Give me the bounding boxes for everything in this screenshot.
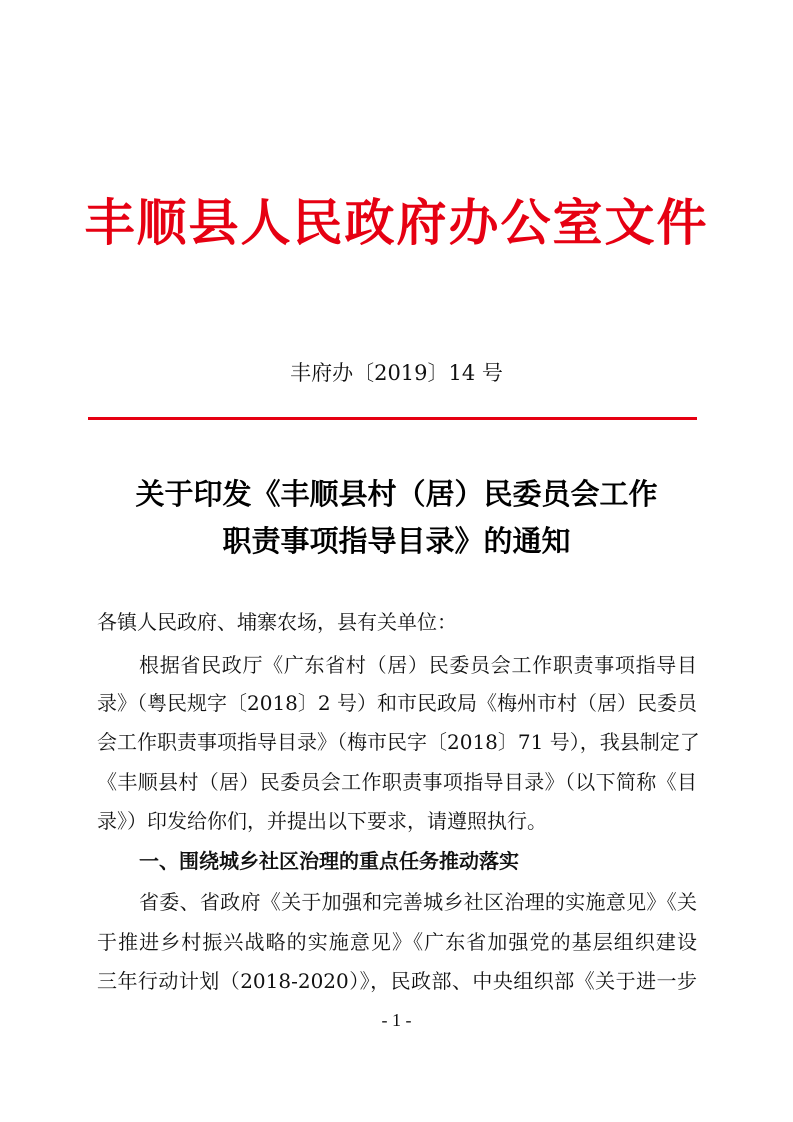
masthead-title: 丰顺县人民政府办公室文件 — [84, 193, 709, 252]
paragraph-2-line-1: 省委、省政府《关于加强和完善城乡社区治理的实施意见》《关 — [139, 890, 697, 914]
paragraph-2-line-3: 三年行动计划（2018-2020）》，民政部、中央组织部《关于进一步 — [97, 969, 697, 993]
document-title-line-2: 职责事项指导目录》的通知 — [222, 524, 571, 558]
page-number: - 1 - — [381, 1010, 412, 1030]
paragraph-1-line-2: 录》（粤民规字〔2018〕2 号）和市民政局《梅州市村（居）民委员 — [97, 691, 697, 715]
document-number: 丰府办〔2019〕14 号 — [290, 361, 503, 385]
paragraph-2-line-2: 于推进乡村振兴战略的实施意见》《广东省加强党的基层组织建设 — [97, 930, 697, 954]
section-1-heading: 一、围绕城乡社区治理的重点任务推动落实 — [139, 849, 519, 873]
salutation: 各镇人民政府、埔寨农场，县有关单位： — [97, 610, 457, 634]
paragraph-1-line-4: 《丰顺县村（居）民委员会工作职责事项指导目录》（以下简称《目 — [97, 770, 697, 794]
red-separator-line — [88, 417, 697, 420]
paragraph-1-line-5: 录》）印发给你们，并提出以下要求，请遵照执行。 — [97, 809, 547, 833]
paragraph-1-line-3: 会工作职责事项指导目录》（梅市民字〔2018〕71 号），我县制定了 — [97, 730, 700, 754]
document-title-line-1: 关于印发《丰顺县村（居）民委员会工作 — [135, 477, 658, 511]
paragraph-1-line-1: 根据省民政厅《广东省村（居）民委员会工作职责事项指导目 — [139, 653, 697, 677]
